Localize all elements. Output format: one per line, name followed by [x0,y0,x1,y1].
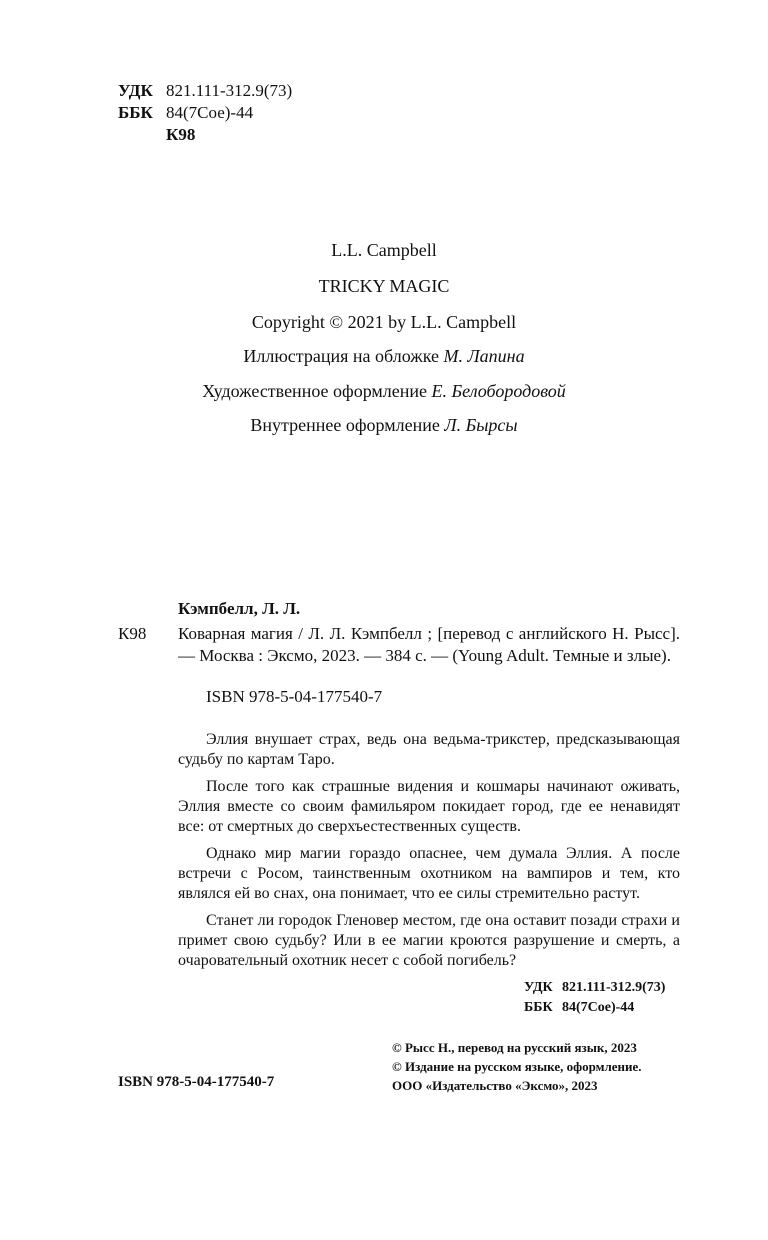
original-author: L.L. Campbell [331,240,437,260]
udk-value-bottom: 821.111-312.9(73) [562,980,666,995]
classification-bottom [524,978,665,1018]
credit-role: Художественное оформление [202,381,428,401]
annotation-paragraph: После того как страшные видения и кошмары начинают оживать, Эллия вместе со своим фамильяром покидает город, где ее ненавидят все: от смертных до сверхъестественных существ. [178,778,680,835]
copyright-line: © Издание на русском языке, оформление. [392,1059,642,1074]
bbk-label: ББК [118,103,153,122]
card-description: Коварная магия / Л. Л. Кэмпбелл ; [перевод с английского Н. Рысс]. — Москва : Эксмо, 2023. — 384 с. — (Young Adult. Темные и злые). [178,623,680,665]
bbk-label-bottom: ББК [524,1000,553,1015]
bbk-value: 84(7Сое)-44 [166,103,254,122]
credit-name: Л. Бырсы [444,415,518,435]
bbk-row [118,102,292,124]
bbk-value-bottom: 84(7Сое)-44 [562,1000,635,1015]
credit-name: М. Лапина [443,346,525,366]
copyright-line: © Рысс Н., перевод на русский язык, 2023 [392,1040,637,1055]
card-isbn: ISBN 978-5-04-177540-7 [206,686,383,706]
credit-role: Иллюстрация на обложке [243,346,439,366]
classification-block [118,80,292,146]
isbn-bottom: ISBN 978-5-04-177540-7 [118,1074,275,1090]
copyright-line: ООО «Издательство «Эксмо», 2023 [392,1078,598,1093]
annotation-paragraph: Однако мир магии гораздо опаснее, чем думала Эллия. А после встречи с Росом, таинственным охотником на вампиров и тем, кто являлся ей во снах, она понимает, что ее силы стремительно растут. [178,845,680,902]
card-author-heading: Кэмпбелл, Л. Л. [178,599,301,618]
original-title: TRICKY MAGIC [318,276,450,296]
credit-layout [0,415,768,436]
udk-label-bottom: УДК [524,980,553,995]
udk-label: УДК [118,81,153,100]
annotation-paragraph: Станет ли городок Гленовер местом, где она оставит позади страхи и примет свою судьбу? Или в ее магии кроются разрушение и смерть, а очаровательный охотник несет с собой погибель? [178,912,680,969]
original-copyright: Copyright © 2021 by L.L. Campbell [251,312,517,332]
udk-row [118,80,292,102]
credit-name: Е. Белобородовой [431,381,566,401]
catalog-card [118,598,680,708]
author-mark: К98 [166,125,196,144]
copyright-block [392,1038,642,1095]
udk-row-bottom [524,978,665,998]
credit-illustration [0,346,768,367]
credit-role: Внутреннее оформление [250,415,440,435]
udk-value: 821.111-312.9(73) [166,81,293,100]
annotation-paragraph: Эллия внушает страх, ведь она ведьма-трикстер, предсказывающая судьбу по картам Таро. [178,731,680,768]
card-mark: К98 [118,624,147,643]
bbk-row-bottom [524,998,665,1018]
credit-design [0,381,768,402]
annotation [178,730,680,978]
